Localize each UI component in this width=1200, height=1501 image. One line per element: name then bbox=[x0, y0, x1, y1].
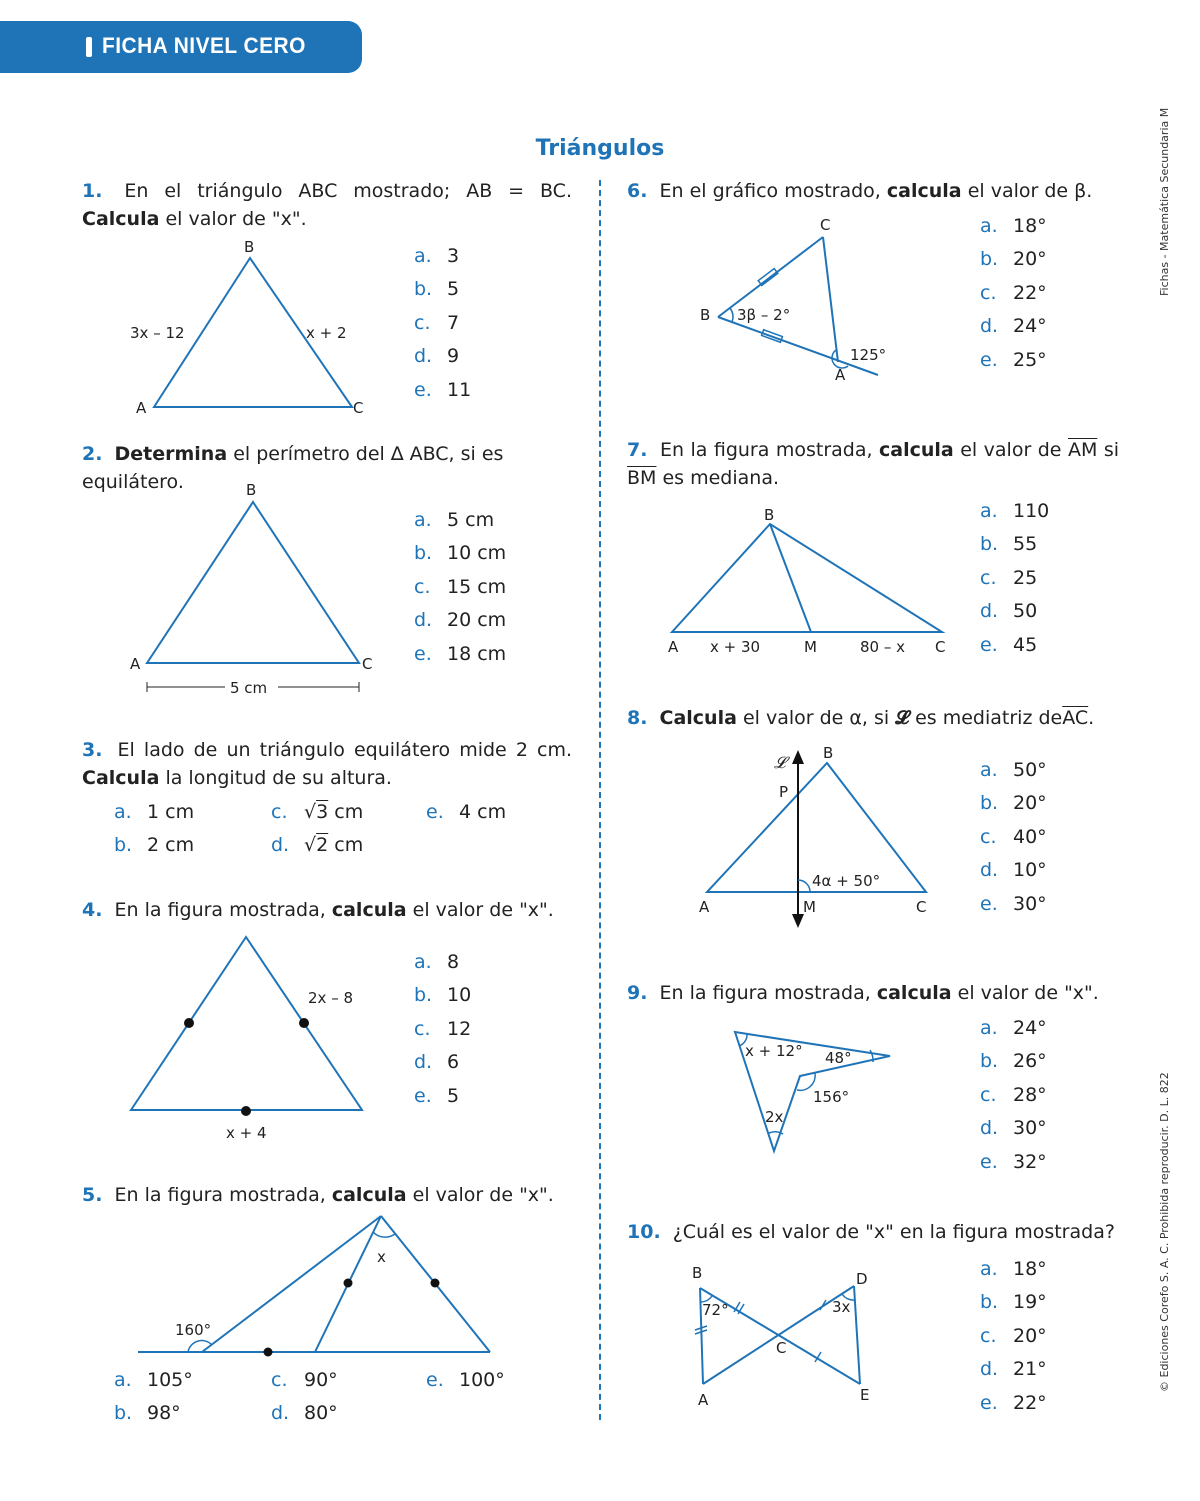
q1-text-b: el valor de "x". bbox=[165, 208, 307, 230]
q10-label-e: E bbox=[860, 1386, 870, 1404]
q8-option-c[interactable]: c. 40° bbox=[980, 825, 1047, 848]
q5-left-side bbox=[202, 1216, 381, 1352]
q8-figure bbox=[690, 740, 950, 935]
q7-label-b: B bbox=[764, 506, 775, 524]
q9-option-b[interactable]: b. 26° bbox=[980, 1050, 1047, 1073]
q7-text-d: es mediana. bbox=[662, 467, 780, 489]
q1-option-d[interactable]: d. 9 bbox=[414, 345, 460, 368]
q7-label-a: A bbox=[668, 638, 679, 656]
q9-label-4: 2x bbox=[765, 1108, 784, 1126]
q6-option-b[interactable]: b. 20° bbox=[980, 248, 1047, 271]
q10-label-c: C bbox=[776, 1339, 787, 1357]
q3-option-e[interactable]: e. 4 cm bbox=[426, 801, 507, 823]
q8-label-a: A bbox=[699, 898, 710, 916]
q9-options bbox=[980, 1012, 1047, 1179]
q7-verb: calcula bbox=[879, 439, 954, 461]
q4-option-c[interactable]: c. 12 bbox=[414, 1017, 472, 1040]
q4-verb: calcula bbox=[331, 899, 407, 921]
q1-option-b[interactable]: b. 5 bbox=[414, 278, 460, 301]
question-number: 5. bbox=[82, 1184, 103, 1206]
q1-options bbox=[414, 240, 471, 407]
q6-label-b: B bbox=[700, 306, 711, 324]
q10-label-a: A bbox=[698, 1391, 709, 1409]
q9-arc-4 bbox=[769, 1132, 783, 1134]
q8-text-c: . bbox=[1088, 707, 1095, 729]
q8-text-b: es mediatriz de bbox=[915, 707, 1063, 729]
q4-option-b[interactable]: b. 10 bbox=[414, 984, 472, 1007]
q2-option-a[interactable]: a. 5 cm bbox=[414, 509, 495, 531]
q3-option-c[interactable]: c. √3 cm bbox=[271, 801, 364, 823]
q9-option-e[interactable]: e. 32° bbox=[980, 1150, 1047, 1173]
q9-text-b: el valor de "x". bbox=[957, 982, 1099, 1004]
q5-text-b: el valor de "x". bbox=[412, 1184, 554, 1206]
q2-figure bbox=[110, 475, 390, 705]
question-number: 3. bbox=[82, 739, 103, 761]
q9-text-a: En la figura mostrada, bbox=[659, 982, 871, 1004]
q3-option-b[interactable]: b. 2 cm bbox=[114, 834, 195, 856]
q3-text-a: El lado de un triángulo equilátero mide 2 cm. bbox=[117, 739, 572, 761]
q5-verb: calcula bbox=[331, 1184, 407, 1206]
q8-arrow-down-icon bbox=[792, 914, 804, 928]
question-8-text bbox=[627, 704, 1127, 732]
q2-text-a: el perímetro del ∆ ABC, si es equilátero. bbox=[82, 443, 504, 493]
q8-option-e[interactable]: e. 30° bbox=[980, 892, 1047, 915]
q8-option-d[interactable]: d. 10° bbox=[980, 859, 1047, 882]
q1-label-a: A bbox=[136, 399, 147, 417]
q10-option-a[interactable]: a. 18° bbox=[980, 1258, 1047, 1280]
q2-option-c[interactable]: c. 15 cm bbox=[414, 575, 507, 598]
q4-midpoint-right bbox=[299, 1018, 309, 1028]
q4-triangle bbox=[131, 937, 362, 1110]
q7-label-c: C bbox=[935, 638, 946, 656]
q1-label-left: 3x – 12 bbox=[130, 324, 185, 342]
q5-option-c[interactable]: c. 90° bbox=[271, 1369, 338, 1391]
q8-label-m: M bbox=[803, 898, 816, 916]
q5-figure bbox=[130, 1210, 500, 1360]
q2-triangle bbox=[147, 502, 359, 663]
q8-label-p: P bbox=[779, 783, 789, 801]
q9-label-3: 156° bbox=[813, 1088, 850, 1106]
column-divider bbox=[599, 180, 601, 1420]
q4-option-d[interactable]: d. 6 bbox=[414, 1051, 460, 1074]
q1-option-a[interactable]: a. 3 bbox=[414, 245, 460, 267]
q2-label-c: C bbox=[362, 655, 373, 673]
q3-option-a[interactable]: a. 1 cm bbox=[114, 801, 195, 823]
question-6-text bbox=[627, 177, 1127, 205]
q10-figure bbox=[688, 1260, 888, 1410]
q10-option-d[interactable]: d. 21° bbox=[980, 1358, 1047, 1381]
question-number: 10. bbox=[627, 1221, 661, 1243]
q10-option-e[interactable]: e. 22° bbox=[980, 1391, 1047, 1414]
q9-option-c[interactable]: c. 28° bbox=[980, 1083, 1047, 1106]
q4-option-e[interactable]: e. 5 bbox=[414, 1084, 460, 1107]
q2-label-a: A bbox=[130, 655, 141, 673]
q3-text-b: la longitud de su altura. bbox=[165, 767, 392, 789]
header-bar-icon bbox=[86, 37, 92, 57]
q4-label-right: 2x – 8 bbox=[308, 989, 353, 1007]
q6-label-angb: 3β – 2° bbox=[737, 306, 791, 324]
q6-label-c: C bbox=[820, 216, 831, 234]
q5-label-angle: 160° bbox=[175, 1321, 212, 1339]
q9-option-d[interactable]: d. 30° bbox=[980, 1117, 1047, 1140]
question-1-text bbox=[82, 177, 572, 233]
q2-label-b: B bbox=[246, 481, 257, 499]
q7-label-right: 80 – x bbox=[860, 638, 905, 656]
q6-option-d[interactable]: d. 24° bbox=[980, 315, 1047, 338]
q8-segment-ac: $\overline{AC}$ bbox=[1062, 707, 1089, 729]
question-9-text bbox=[627, 979, 1127, 1007]
q10-label-3x: 3x bbox=[832, 1298, 851, 1316]
q4-midpoint-left bbox=[184, 1018, 194, 1028]
q1-figure bbox=[110, 230, 390, 430]
q4-midpoint-base bbox=[241, 1106, 251, 1116]
q8-angle-arc bbox=[798, 880, 810, 892]
q5-option-e[interactable]: e. 100° bbox=[426, 1369, 505, 1391]
q7-label-m: M bbox=[804, 638, 817, 656]
q7-option-c[interactable]: c. 25 bbox=[980, 566, 1038, 589]
q8-options bbox=[980, 754, 1047, 921]
q5-option-d[interactable]: d. 80° bbox=[271, 1402, 338, 1424]
q6-label-anga: 125° bbox=[850, 346, 887, 364]
q5-label-x: x bbox=[377, 1248, 386, 1266]
q9-verb: calcula bbox=[876, 982, 952, 1004]
q6-figure bbox=[690, 212, 890, 387]
header-label: FICHA NIVEL CERO bbox=[102, 33, 306, 58]
q10-text-a: ¿Cuál es el valor de "x" en la figura mostrada? bbox=[672, 1221, 1115, 1243]
q6-verb: calcula bbox=[886, 180, 962, 202]
q7-option-a[interactable]: a. 110 bbox=[980, 500, 1050, 522]
q4-option-a[interactable]: a. 8 bbox=[414, 951, 460, 973]
sqrt-icon: √ bbox=[304, 834, 317, 856]
q3-option-d[interactable]: d. √2 cm bbox=[271, 834, 364, 856]
q7-median bbox=[770, 524, 811, 632]
q5-option-a[interactable]: a. 105° bbox=[114, 1369, 193, 1391]
q4-text-b: el valor de "x". bbox=[412, 899, 554, 921]
q6-text-a: En el gráfico mostrado, bbox=[659, 180, 881, 202]
q4-figure bbox=[110, 925, 390, 1155]
q6-label-a: A bbox=[835, 366, 846, 384]
q6-side-ca bbox=[823, 237, 838, 362]
q1-verb: Calcula bbox=[82, 208, 160, 230]
q6-options bbox=[980, 210, 1047, 377]
question-number: 9. bbox=[627, 982, 648, 1004]
side-text-bottom: © Ediciones Corefo S. A. C. Prohibida reproducir. D. L. 822 bbox=[1158, 1072, 1171, 1392]
q7-text-a: En la figura mostrada, bbox=[659, 439, 873, 461]
q3-verb: Calcula bbox=[82, 767, 160, 789]
q1-option-e[interactable]: e. 11 bbox=[414, 378, 472, 401]
question-number: 2. bbox=[82, 443, 103, 465]
q8-option-b[interactable]: b. 20° bbox=[980, 792, 1047, 815]
q8-arrow-up-icon bbox=[792, 750, 804, 764]
q10-label-b: B bbox=[692, 1264, 703, 1282]
question-number: 4. bbox=[82, 899, 103, 921]
header-tab bbox=[0, 21, 362, 73]
question-number: 1. bbox=[82, 180, 103, 202]
q8-text-a: el valor de α, si bbox=[742, 707, 890, 729]
q6-text-b: el valor de β. bbox=[967, 180, 1093, 202]
page-title: Triángulos bbox=[535, 136, 665, 161]
q8-label-b: B bbox=[823, 744, 834, 762]
sqrt-icon: √ bbox=[304, 801, 317, 823]
side-text-top: Fichas - Matemática Secundaria M bbox=[1158, 107, 1171, 296]
q5-mark-3 bbox=[264, 1348, 273, 1357]
q5-x-arc bbox=[373, 1232, 395, 1237]
question-10-text bbox=[627, 1218, 1127, 1246]
q8-verb: Calcula bbox=[659, 707, 737, 729]
q10-option-c[interactable]: c. 20° bbox=[980, 1324, 1047, 1347]
q6-option-a[interactable]: a. 18° bbox=[980, 215, 1047, 237]
q6-option-c[interactable]: c. 22° bbox=[980, 281, 1047, 304]
q5-mark-2 bbox=[431, 1279, 440, 1288]
q2-verb: Determina bbox=[114, 443, 228, 465]
q8-line-symbol: 𝓛 bbox=[895, 707, 910, 729]
q7-figure bbox=[660, 502, 960, 662]
q6-side-bc bbox=[718, 237, 823, 317]
q9-label-1: x + 12° bbox=[745, 1042, 803, 1060]
q2-label-base: 5 cm bbox=[230, 679, 268, 697]
q1-label-b: B bbox=[244, 238, 255, 256]
q7-option-e[interactable]: e. 45 bbox=[980, 633, 1038, 656]
q2-option-d[interactable]: d. 20 cm bbox=[414, 609, 507, 632]
q5-mark-1 bbox=[344, 1279, 353, 1288]
q1-option-c[interactable]: c. 7 bbox=[414, 311, 460, 334]
q9-figure bbox=[725, 1020, 905, 1160]
q10-label-d: D bbox=[856, 1270, 868, 1288]
q8-label-c: C bbox=[916, 898, 927, 916]
q7-text-c: si bbox=[1103, 439, 1120, 461]
question-5-text bbox=[82, 1181, 582, 1209]
question-3-text bbox=[82, 736, 572, 792]
q4-text-a: En la figura mostrada, bbox=[114, 899, 326, 921]
q7-triangle bbox=[672, 524, 942, 632]
q7-options bbox=[980, 495, 1049, 662]
question-4-text bbox=[82, 896, 582, 924]
question-7-text bbox=[627, 436, 1119, 492]
q6-arc-b bbox=[730, 308, 733, 322]
q8-label-l: 𝓛 bbox=[774, 753, 786, 772]
q7-option-b[interactable]: b. 55 bbox=[980, 533, 1038, 556]
q9-label-2: 48° bbox=[825, 1049, 852, 1067]
q7-segment-am: $\overline{AM}$ bbox=[1067, 439, 1098, 461]
q4-label-base: x + 4 bbox=[226, 1124, 267, 1142]
q10-label-72: 72° bbox=[702, 1301, 729, 1319]
q1-text-a: En el triángulo ABC mostrado; AB = BC. bbox=[124, 180, 572, 202]
q10-options bbox=[980, 1253, 1047, 1420]
q7-text-b: el valor de bbox=[960, 439, 1062, 461]
q8-option-a[interactable]: a. 50° bbox=[980, 759, 1047, 781]
question-number: 6. bbox=[627, 180, 648, 202]
q2-option-b[interactable]: b. 10 cm bbox=[414, 542, 507, 565]
q9-option-a[interactable]: a. 24° bbox=[980, 1017, 1047, 1039]
q4-options bbox=[414, 946, 471, 1113]
question-number: 8. bbox=[627, 707, 648, 729]
q7-option-d[interactable]: d. 50 bbox=[980, 600, 1038, 623]
q2-option-e[interactable]: e. 18 cm bbox=[414, 642, 507, 665]
q2-options bbox=[414, 504, 506, 671]
q1-label-c: C bbox=[353, 399, 364, 417]
q5-option-b[interactable]: b. 98° bbox=[114, 1402, 181, 1424]
q7-label-left: x + 30 bbox=[710, 638, 761, 656]
question-number: 7. bbox=[627, 439, 648, 461]
q8-label-angle: 4α + 50° bbox=[812, 872, 881, 890]
q5-text-a: En la figura mostrada, bbox=[114, 1184, 326, 1206]
q6-option-e[interactable]: e. 25° bbox=[980, 348, 1047, 371]
q1-label-right: x + 2 bbox=[306, 324, 347, 342]
q7-segment-bm: $\overline{BM}$ bbox=[627, 467, 657, 489]
q10-option-b[interactable]: b. 19° bbox=[980, 1291, 1047, 1314]
